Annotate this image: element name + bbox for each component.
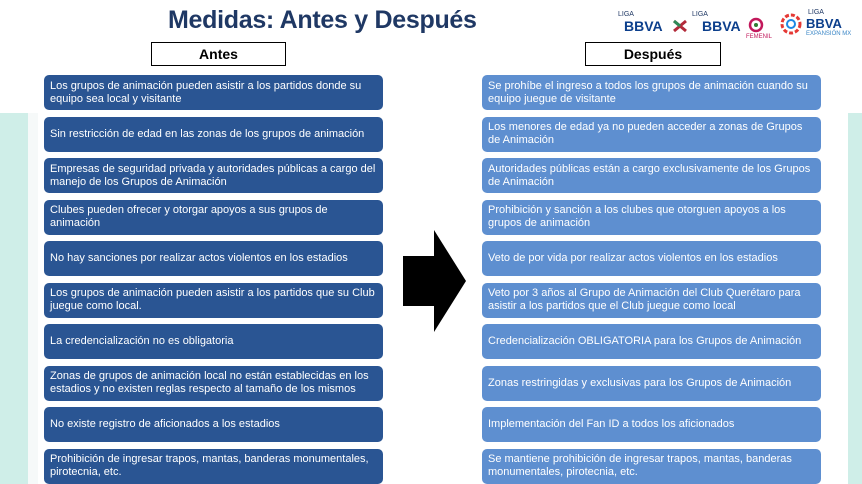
- liga-expansion-logo: LIGA BBVA EXPANSIÓN MX: [776, 9, 854, 45]
- before-header: Antes: [151, 42, 286, 66]
- before-item: Prohibición de ingresar trapos, mantas, banderas monumentales, pirotecnia, etc.: [44, 449, 383, 484]
- before-item: La credencialización no es obligatoria: [44, 324, 383, 359]
- after-item: Prohibición y sanción a los clubes que otorguen apoyos a los grupos de animación: [482, 200, 821, 235]
- after-item: Veto de por vida por realizar actos violentos en los estadios: [482, 241, 821, 276]
- before-item: Sin restricción de edad en las zonas de los grupos de animación: [44, 117, 383, 152]
- right-decorative-band: [848, 113, 862, 484]
- after-item: Se prohíbe el ingreso a todos los grupos de animación cuando su equipo juegue de visitante: [482, 75, 821, 110]
- after-item: Autoridades públicas están a cargo exclusivamente de los Grupos de Animación: [482, 158, 821, 193]
- right-arrow-icon: [403, 230, 466, 332]
- after-item: Los menores de edad ya no pueden acceder a zonas de Grupos de Animación: [482, 117, 821, 152]
- before-item: No existe registro de aficionados a los estadios: [44, 407, 383, 442]
- after-header: Después: [585, 42, 721, 66]
- before-item: Los grupos de animación pueden asistir a los partidos que su Club juegue como local.: [44, 283, 383, 318]
- before-item: Zonas de grupos de animación local no están establecidas en los estadios y no existen reglas respecto al tamaño de los mismos: [44, 366, 383, 401]
- before-item: Los grupos de animación pueden asistir a los partidos donde su equipo sea local y visitante: [44, 75, 383, 110]
- before-item: No hay sanciones por realizar actos violentos en los estadios: [44, 241, 383, 276]
- after-item: Zonas restringidas y exclusivas para los Grupos de Animación: [482, 366, 821, 401]
- league-logos: [614, 9, 854, 45]
- after-item: Se mantiene prohibición de ingresar trapos, mantas, banderas monumentales, pirotecnia, etc.: [482, 449, 821, 484]
- left-decorative-band: [0, 113, 38, 484]
- after-item: Veto por 3 años al Grupo de Animación del Club Querétaro para asistir a los partidos que el Club juegue como local: [482, 283, 821, 318]
- slide-title: Medidas: Antes y Después: [168, 6, 477, 34]
- liga-mx-logo: LIGA BBVA: [614, 9, 692, 45]
- before-item: Empresas de seguridad privada y autoridades públicas a cargo del manejo de los Grupos de Animación: [44, 158, 383, 193]
- liga-femenil-logo: LIGA BBVA FEMENIL: [692, 11, 773, 40]
- after-item: Implementación del Fan ID a todos los aficionados: [482, 407, 821, 442]
- after-item: Credencialización OBLIGATORIA para los Grupos de Animación: [482, 324, 821, 359]
- before-item: Clubes pueden ofrecer y otorgar apoyos a sus grupos de animación: [44, 200, 383, 235]
